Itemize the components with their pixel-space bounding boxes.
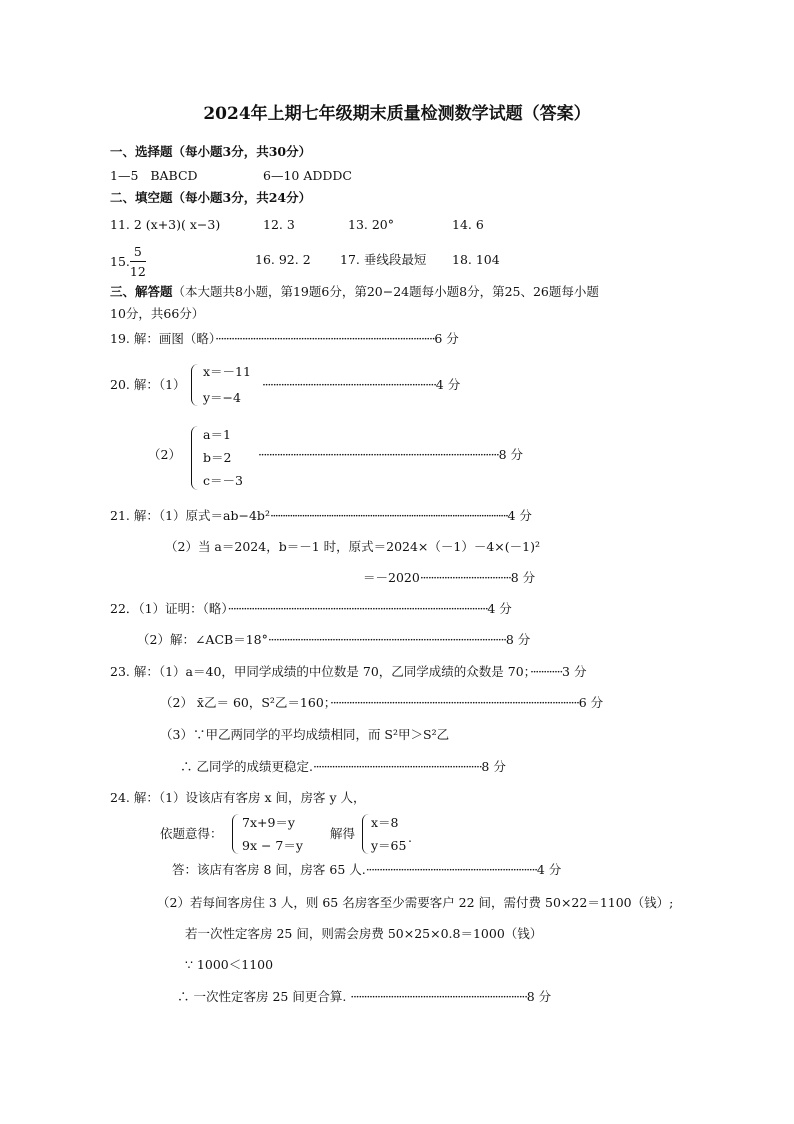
score: 6 分 (578, 695, 604, 710)
score: 6 分 (434, 331, 459, 346)
score: 4 分 (507, 508, 532, 523)
q23-line2 (160, 697, 603, 710)
score: 8 分 (498, 447, 524, 462)
q19-text: 19. 解：画图（略） (110, 331, 216, 346)
q19-line (110, 333, 459, 346)
dot-leader: ······························································· (312, 759, 482, 774)
score: 4 分 (487, 601, 512, 616)
dot-leader: ············ (529, 664, 563, 679)
q24-p2-line1: （2）若每间客房住 3 人，则 65 名房客至少需要客户 22 间，需付费 50×22＝1100（钱）; (157, 895, 674, 910)
page-title: 2024年上期七年级期末质量检测数学试题（答案） (203, 104, 591, 124)
fraction (130, 245, 146, 279)
system-brace (362, 814, 369, 854)
score: 8 分 (505, 632, 531, 647)
score: 8 分 (510, 570, 536, 585)
q24-period: . (408, 830, 412, 845)
dot-leader: ·································· (419, 570, 511, 585)
section-note: （每小题3分，共30分） (172, 144, 312, 159)
section-heading-text: 三、解答题 (110, 284, 173, 299)
q20-sol-y: y＝−4 (203, 390, 241, 405)
dot-leader: ························································································· (267, 632, 506, 647)
q20-score2-line (258, 449, 523, 462)
q24-basis: 依题意得： (160, 826, 223, 841)
section-solve-heading (110, 286, 599, 299)
q20-label2: （2） (148, 447, 181, 462)
answer-label: 6—10 (263, 168, 300, 183)
dot-leader: ·················································································· (215, 331, 435, 346)
q22-text: 22．（1）证明：（略） (110, 601, 228, 616)
q20-sol-x: x＝－11 (203, 364, 251, 379)
dot-leader: ································································· (262, 377, 436, 392)
answer-value: ADDDC (303, 168, 353, 183)
question-number: 15. (110, 253, 130, 269)
answer-q15 (110, 245, 146, 279)
section-note-cont: 10分，共66分） (110, 306, 205, 321)
system-brace (191, 426, 198, 490)
q24-p2-line2: 若一次性定客房 25 间，则需会房费 50×25×0.8＝1000（钱） (185, 926, 543, 941)
q21-result: ＝－2020 (363, 570, 420, 585)
q20-sol-a: a＝1 (203, 427, 231, 442)
q23-text: （2） x̄乙＝ 60，S²乙＝160； (160, 695, 331, 710)
dot-leader: ··································································································· (227, 601, 488, 616)
answer-q12: 12. 3 (263, 217, 295, 232)
q24-sol2: y＝65 (371, 838, 407, 853)
q24-answer: 答：该店有客房 8 间，房客 65 人. (172, 862, 366, 877)
q23-text: ∴ 乙同学的成绩更稳定. (180, 759, 313, 774)
q21-line3 (363, 572, 535, 585)
answer-q14: 14. 6 (452, 217, 484, 232)
q23-text: 23. 解：（1）a＝40，甲同学成绩的中位数是 70，乙同学成绩的众数是 70； (110, 664, 530, 679)
q24-eq2: 9x − 7＝y (242, 838, 303, 853)
score: 3 分 (562, 664, 587, 679)
q24-conclusion: ∴ 一次性定客房 25 间更合算. (177, 989, 347, 1004)
score: 8 分 (526, 989, 552, 1004)
q24-solve: 解得 (330, 826, 356, 841)
q23-line1 (110, 666, 586, 679)
q20-sol-c: c＝－3 (203, 473, 243, 488)
section-note: （每小题3分，共24分） (172, 190, 312, 205)
choice-answers-1-5 (110, 170, 198, 183)
system-brace (232, 814, 239, 854)
q24-p2-line4 (177, 991, 551, 1004)
answer-q11: 11. 2 (x+3)( x−3) (110, 217, 221, 232)
answer-label: 1—5 (110, 168, 139, 183)
numerator: 5 (130, 245, 146, 262)
q23-line4 (180, 761, 506, 774)
section-heading-text: 二、填空题 (110, 190, 173, 205)
answer-q18: 18. 104 (452, 252, 500, 267)
answer-q16: 16. 92. 2 (255, 252, 311, 267)
section-heading-text: 一、选择题 (110, 144, 173, 159)
score: 4 分 (536, 862, 562, 877)
q22-line2 (137, 634, 530, 647)
q21-line2: （2）当 a＝2024，b＝－1 时，原式＝2024×（－1）－4×(－1)² (165, 539, 541, 554)
system-brace (191, 364, 198, 406)
q22-line1 (110, 603, 512, 616)
q20-sol-b: b＝2 (203, 450, 232, 465)
q21-text: 21. 解：（1）原式＝ab−4b² (110, 508, 270, 523)
q23-line3: （3）∵甲乙两同学的平均成绩相同，而 S²甲＞S²乙 (160, 727, 450, 742)
dot-leader: ································································ (365, 862, 537, 877)
q22-text: （2）解：∠ACB＝18° (137, 632, 268, 647)
dot-leader: ·························································································· (258, 447, 499, 462)
answer-q13: 13. 20° (348, 217, 395, 232)
score: 4 分 (435, 377, 461, 392)
dot-leader: ·································································································· (269, 508, 508, 523)
q24-p2-line3: ∵ 1000＜1100 (185, 957, 274, 972)
score: 8 分 (481, 759, 506, 774)
q21-line1 (110, 510, 532, 523)
section-note: （本大题共8小题，第19题6分，第20−24题每小题8分，第25、26题每小题 (172, 284, 599, 299)
choice-answers-6-10 (263, 170, 352, 183)
q20-score1-line (262, 379, 460, 392)
section-choice-heading (110, 146, 311, 159)
answer-q17: 17. 垂线段最短 (340, 252, 427, 267)
q24-eq1: 7x+9＝y (242, 815, 295, 830)
answer-value: BABCD (150, 168, 198, 183)
section-fill-heading (110, 192, 311, 205)
denominator: 12 (129, 263, 146, 279)
q20-label: 20. 解：（1） (110, 377, 186, 392)
dot-leader: ····························································································· (330, 695, 579, 710)
q24-sol1: x＝8 (371, 815, 399, 830)
dot-leader: ·································································· (350, 989, 527, 1004)
q24-answer-line (172, 864, 561, 877)
q24-line1: 24. 解：（1）设该店有客房 x 间，房客 y 人， (110, 790, 366, 805)
